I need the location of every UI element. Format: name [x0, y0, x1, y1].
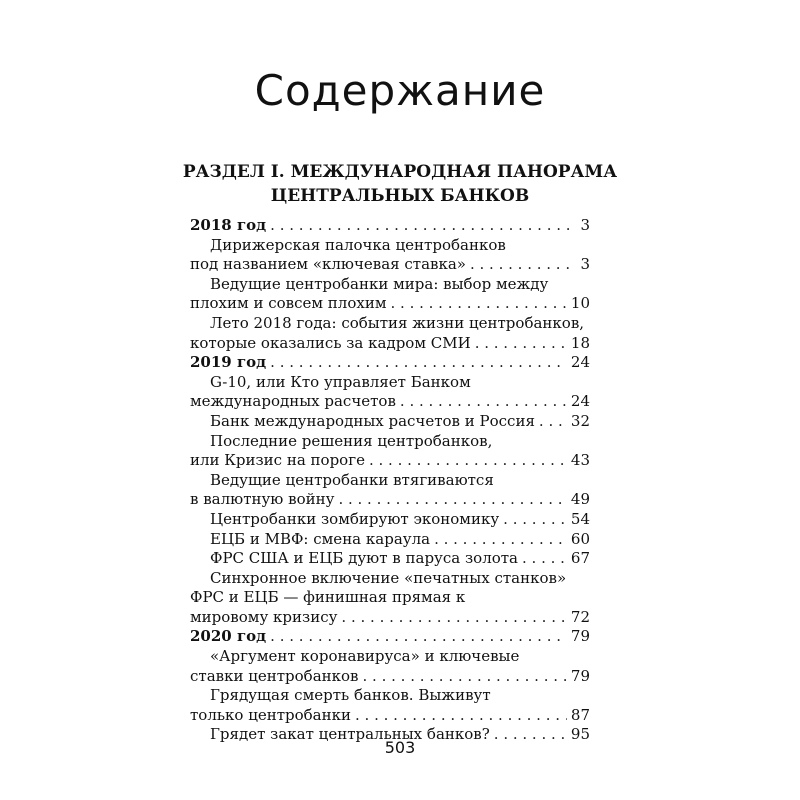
toc-entry: [190, 471, 590, 510]
toc-entry: [190, 686, 590, 725]
toc-page-number: 18: [570, 333, 590, 352]
toc-entry-text: Синхронное включение «печатных станков»: [210, 568, 567, 587]
dot-leader: [503, 510, 567, 530]
toc-entry-line: [190, 334, 590, 354]
dot-leader: [341, 608, 566, 628]
dot-leader: [539, 412, 567, 432]
dot-leader: [270, 353, 567, 373]
section-heading-line-2: ЦЕНТРАЛЬНЫХ БАНКОВ: [270, 186, 530, 206]
toc-entry-line: [190, 255, 590, 275]
toc-entry-line: [190, 588, 590, 608]
toc-entry: [190, 236, 590, 275]
toc-entry-line: [190, 392, 590, 412]
toc-page-number: 79: [570, 627, 590, 646]
page-number: 503: [384, 738, 416, 757]
toc-page-number: 43: [570, 451, 590, 470]
toc-entry-text: ставки центробанков: [190, 666, 359, 685]
toc-entry-line: [190, 608, 590, 628]
toc-entry-text: плохим и совсем плохим: [190, 294, 387, 313]
dot-leader: [391, 294, 567, 314]
toc-entry-text: Ведущие центробанки мира: выбор между: [210, 274, 549, 293]
toc-entry: [190, 314, 590, 353]
toc-entry-text: Грядет закат центральных банков?: [210, 725, 490, 744]
section-heading: [150, 160, 650, 208]
toc-entry-text: 2020 год: [190, 627, 267, 646]
dot-leader: [470, 255, 572, 275]
dot-leader: [369, 451, 567, 471]
toc-entry-text: Последние решения центробанков,: [210, 431, 493, 450]
toc-page-number: 87: [570, 705, 590, 724]
toc-entry: [190, 510, 590, 530]
toc-page-number: 24: [570, 353, 590, 372]
toc-entry-line: [190, 412, 590, 432]
toc-entry: [190, 647, 590, 686]
toc-entry-line: [190, 647, 590, 667]
dot-leader: [338, 490, 566, 510]
toc-entry-line: [190, 432, 590, 452]
toc-entry-line: [190, 314, 590, 334]
toc-page-number: 3: [580, 255, 590, 274]
dot-leader: [355, 706, 567, 726]
toc-entry-text: «Аргумент коронавируса» и ключевые: [210, 647, 520, 666]
toc-entry-text: 2018 год: [190, 216, 267, 234]
toc-entry-line: [190, 686, 590, 706]
toc-year-entry: [190, 216, 590, 236]
toc-page-number: 32: [570, 411, 590, 430]
toc-page-number: 67: [570, 549, 590, 568]
page-title: Содержание: [254, 66, 546, 115]
toc-entry: [190, 412, 590, 432]
toc-page-number: 10: [570, 294, 590, 313]
toc-entry-line: [190, 627, 590, 647]
toc-entry-text: международных расчетов: [190, 392, 396, 411]
toc-entry-text: только центробанки: [190, 705, 351, 724]
toc-entry-text: Центробанки зомбируют экономику: [210, 509, 500, 528]
toc-entry-line: [190, 667, 590, 687]
toc-page-number: 79: [570, 666, 590, 685]
toc-year-entry: [190, 353, 590, 373]
toc-entry-text: Дирижерская палочка центробанков: [210, 235, 506, 254]
toc-year-entry: [190, 627, 590, 647]
toc-page-number: 95: [570, 725, 590, 744]
toc-page-number: 3: [580, 216, 590, 234]
table-of-contents: [190, 216, 590, 745]
toc-entry: [190, 373, 590, 412]
toc-entry-line: [190, 275, 590, 295]
toc-entry-line: [190, 490, 590, 510]
dot-leader: [270, 216, 572, 236]
toc-entry-text: G-10, или Кто управляет Банком: [210, 372, 471, 391]
dot-leader: [400, 392, 567, 412]
dot-leader: [522, 549, 567, 569]
toc-entry: [190, 275, 590, 314]
toc-entry-line: [190, 549, 590, 569]
toc-entry-text: Грядущая смерть банков. Выживут: [210, 686, 491, 705]
toc-entry: [190, 569, 590, 628]
toc-entry-text: которые оказались за кадром СМИ: [190, 333, 471, 352]
toc-entry-line: [190, 471, 590, 491]
toc-entry-text: Банк международных расчетов и Россия: [210, 411, 535, 430]
toc-entry-line: [190, 236, 590, 256]
toc-entry-text: 2019 год: [190, 353, 267, 372]
toc-entry-text: ЕЦБ и МВФ: смена караула: [210, 529, 431, 548]
toc-entry-line: [190, 353, 590, 373]
dot-leader: [475, 334, 567, 354]
toc-page-number: 49: [570, 490, 590, 509]
toc-page-number: 60: [570, 529, 590, 548]
toc-page-number: 54: [570, 509, 590, 528]
dot-leader: [434, 530, 567, 550]
toc-entry: [190, 432, 590, 471]
toc-entry-line: [190, 216, 590, 236]
toc-entry-line: [190, 706, 590, 726]
toc-entry-text: ФРС и ЕЦБ — финишная прямая к: [190, 588, 466, 607]
toc-entry-line: [190, 451, 590, 471]
toc-entry-text: под названием «ключевая ставка»: [190, 255, 466, 274]
toc-entry-line: [190, 510, 590, 530]
toc-page-number: 72: [570, 607, 590, 626]
toc-entry-text: Лето 2018 года: события жизни центробанков,: [210, 313, 585, 332]
toc-entry-text: или Кризис на пороге: [190, 451, 365, 470]
section-heading-line-1: РАЗДЕЛ I. МЕЖДУНАРОДНАЯ ПАНОРАМА: [182, 162, 618, 182]
dot-leader: [270, 627, 567, 647]
toc-entry-line: [190, 294, 590, 314]
toc-entry: [190, 549, 590, 569]
dot-leader: [363, 667, 567, 687]
toc-entry: [190, 530, 590, 550]
toc-page-number: 24: [570, 392, 590, 411]
toc-entry-text: в валютную войну: [190, 490, 335, 509]
toc-entry-line: [190, 530, 590, 550]
toc-entry-text: Ведущие центробанки втягиваются: [210, 470, 494, 489]
toc-entry-text: ФРС США и ЕЦБ дуют в паруса золота: [210, 549, 518, 568]
toc-entry-text: мировому кризису: [190, 607, 338, 626]
toc-entry-line: [190, 569, 590, 589]
toc-entry-line: [190, 373, 590, 393]
